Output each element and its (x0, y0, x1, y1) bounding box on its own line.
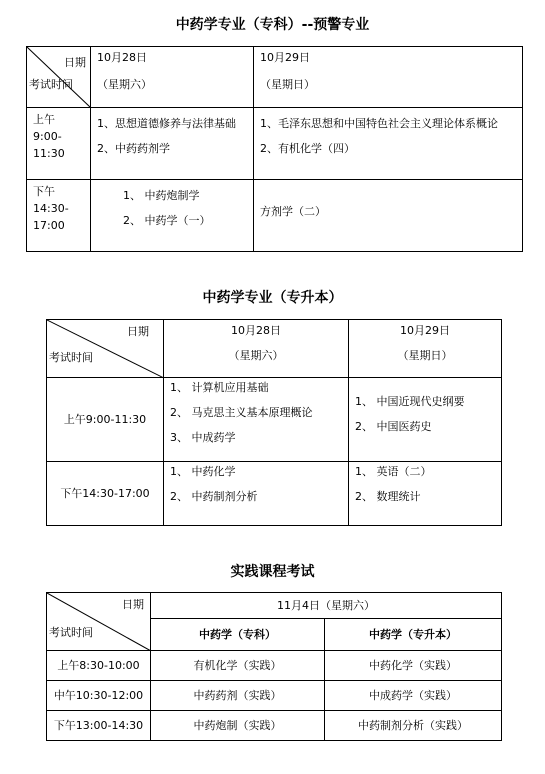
exam-item: 中药制剂分析（实践） (358, 719, 468, 732)
exam-item: 中药炮制（实践） (193, 719, 282, 732)
section2-title: 中药学专业（专升本） (202, 290, 343, 306)
header-time-label: 考试时间 (29, 78, 73, 91)
exam-item: 1、毛泽东思想和中国特色社会主义理论体系概论 (260, 117, 498, 130)
header-date-label: 日期 (122, 598, 144, 611)
exam-item: 方剂学（二） (260, 205, 326, 218)
exam-item: 2、 数理统计 (355, 490, 421, 503)
time-text: 9:00- (33, 130, 62, 143)
section1-title: 中药学专业（专科）--预警专业 (175, 17, 370, 33)
date: 11月4日（星期六） (277, 599, 375, 612)
time-cell (27, 108, 91, 180)
time-text: 上午8:30-10:00 (57, 659, 140, 672)
header-date-label: 日期 (64, 56, 86, 69)
exam-item: 1、思想道德修养与法律基础 (97, 117, 236, 130)
time-text: 上午9:00-11:30 (63, 413, 147, 426)
weekday: （星期六） (97, 78, 152, 91)
major-label: 中药学（专升本） (369, 628, 457, 641)
section1-header-corner (27, 47, 91, 108)
exam-cell (254, 180, 523, 252)
exam-item: 中成药学（实践） (369, 689, 457, 702)
section2-col2-header (349, 320, 502, 378)
time-cell (27, 180, 91, 252)
exam-item: 2、 马克思主义基本原理概论 (170, 406, 313, 419)
exam-item: 1、 英语（二） (355, 465, 432, 478)
exam-cell (325, 711, 502, 741)
date: 10月29日 (400, 324, 450, 337)
section3-date-header (151, 593, 502, 619)
exam-item: 2、中药药剂学 (97, 142, 170, 155)
exam-item: 2、 中国医药史 (355, 420, 432, 433)
section1-table (26, 46, 523, 252)
weekday: （星期六） (228, 349, 284, 362)
exam-cell (151, 711, 325, 741)
exam-cell (254, 108, 523, 180)
date: 10月28日 (97, 51, 147, 64)
exam-cell (91, 180, 254, 252)
exam-item: 1、 中药炮制学 (123, 189, 200, 202)
section2-header-corner (47, 320, 164, 378)
exam-cell (91, 108, 254, 180)
time-cell (47, 651, 151, 681)
time-cell (47, 462, 164, 526)
section1-col1-header (91, 47, 254, 108)
exam-item: 中药药剂（实践） (193, 689, 282, 702)
exam-cell (164, 462, 349, 526)
major-header-zhuanshengben (325, 619, 502, 651)
time-text: 14:30- (33, 202, 69, 215)
exam-item: 1、 中药化学 (170, 465, 236, 478)
time-cell (47, 378, 164, 462)
time-text: 11:30 (33, 147, 65, 160)
weekday: （星期日） (260, 78, 315, 91)
time-text: 下午14:30-17:00 (60, 487, 150, 500)
header-time-label: 考试时间 (49, 626, 93, 639)
time-text: 下午 (33, 185, 55, 198)
exam-cell (349, 378, 502, 462)
time-text: 中午10:30-12:00 (53, 689, 144, 702)
exam-item: 2、 中药制剂分析 (170, 490, 258, 503)
time-text: 17:00 (33, 219, 65, 232)
exam-item: 2、有机化学（四） (260, 142, 355, 155)
exam-item: 中药化学（实践） (369, 659, 457, 672)
section1-col2-header (254, 47, 523, 108)
major-label: 中药学（专科） (199, 628, 276, 641)
time-cell (47, 681, 151, 711)
section3-title: 实践课程考试 (230, 564, 315, 580)
exam-item: 2、 中药学（一） (123, 214, 211, 227)
exam-cell (151, 651, 325, 681)
exam-item: 1、 中国近现代史纲要 (355, 395, 465, 408)
date: 10月29日 (260, 51, 310, 64)
exam-cell (349, 462, 502, 526)
date: 10月28日 (231, 324, 281, 337)
section2-table (46, 319, 502, 526)
section3-table (46, 592, 502, 741)
major-header-zhuanke (151, 619, 325, 651)
section3-header-corner (47, 593, 151, 651)
exam-item: 3、 中成药学 (170, 431, 236, 444)
exam-item: 有机化学（实践） (193, 659, 282, 672)
exam-cell (151, 681, 325, 711)
header-date-label: 日期 (127, 325, 149, 338)
time-text: 下午13:00-14:30 (53, 719, 144, 732)
header-time-label: 考试时间 (49, 351, 93, 364)
exam-cell (325, 651, 502, 681)
time-text: 上午 (33, 113, 55, 126)
weekday: （星期日） (397, 349, 453, 362)
exam-cell (325, 681, 502, 711)
exam-item: 1、 计算机应用基础 (170, 381, 269, 394)
time-cell (47, 711, 151, 741)
section2-col1-header (164, 320, 349, 378)
exam-cell (164, 378, 349, 462)
